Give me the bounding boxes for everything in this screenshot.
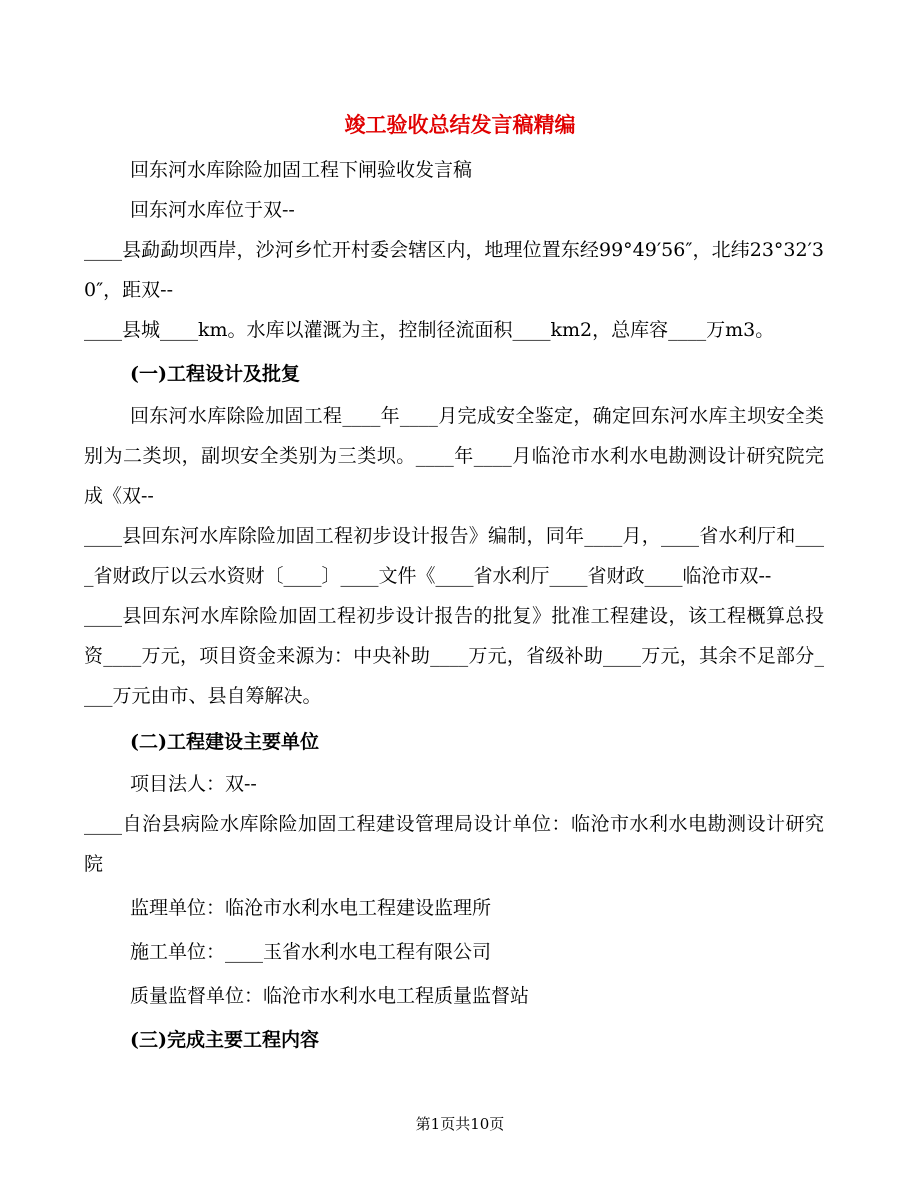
paragraph-design-unit: ____自治县病险水库除险加固工程建设管理局设计单位：临沧市水利水电勘测设计研究院	[84, 813, 824, 875]
paragraph-capacity: ____县城____km。水库以灌溉为主，控制径流面积____km2，总库容____万m3。	[84, 319, 775, 341]
paragraph-design-2: ____县回东河水库除险加固工程初步设计报告》编制，同年____月，____省水利厅和____省财政厅以云水资财〔____〕____文件《____省水利厅____省财政____临沧市双--	[84, 525, 824, 587]
paragraph-location-start: 回东河水库位于双--	[130, 199, 295, 221]
section-heading-content: (三)完成主要工程内容	[130, 1029, 319, 1051]
paragraph-construction-unit: 施工单位：____玉省水利水电工程有限公司	[130, 941, 492, 963]
page-footer: 第1页共10页	[415, 1115, 505, 1133]
paragraph-design-3: ____县回东河水库除险加固工程初步设计报告的批复》批准工程建设，该工程概算总投资____万元，项目资金来源为：中央补助____万元，省级补助____万元，其余不足部分____万元由市、县自筹解决。	[84, 605, 824, 707]
paragraph-location-detail: ____县勐勐坝西岸，沙河乡忙开村委会辖区内，地理位置东经99°49′56″，北纬23°32′30″，距双--	[84, 239, 824, 301]
paragraph-quality-unit: 质量监督单位：临沧市水利水电工程质量监督站	[130, 985, 530, 1007]
document-title: 竣工验收总结发言稿精编	[344, 112, 576, 137]
section-heading-design: (一)工程设计及批复	[130, 363, 300, 385]
paragraph-subtitle: 回东河水库除险加固工程下闸验收发言稿	[130, 159, 473, 181]
document-body	[84, 150, 824, 1062]
section-heading-units: (二)工程建设主要单位	[130, 731, 319, 753]
paragraph-legal-person: 项目法人：双--	[130, 773, 257, 795]
paragraph-supervision-unit: 监理单位：临沧市水利水电工程建设监理所	[130, 897, 492, 919]
paragraph-design-1: 回东河水库除险加固工程____年____月完成安全鉴定，确定回东河水库主坝安全类别为二类坝，副坝安全类别为三类坝。____年____月临沧市水利水电勘测设计研究院完成《双--	[84, 405, 824, 507]
